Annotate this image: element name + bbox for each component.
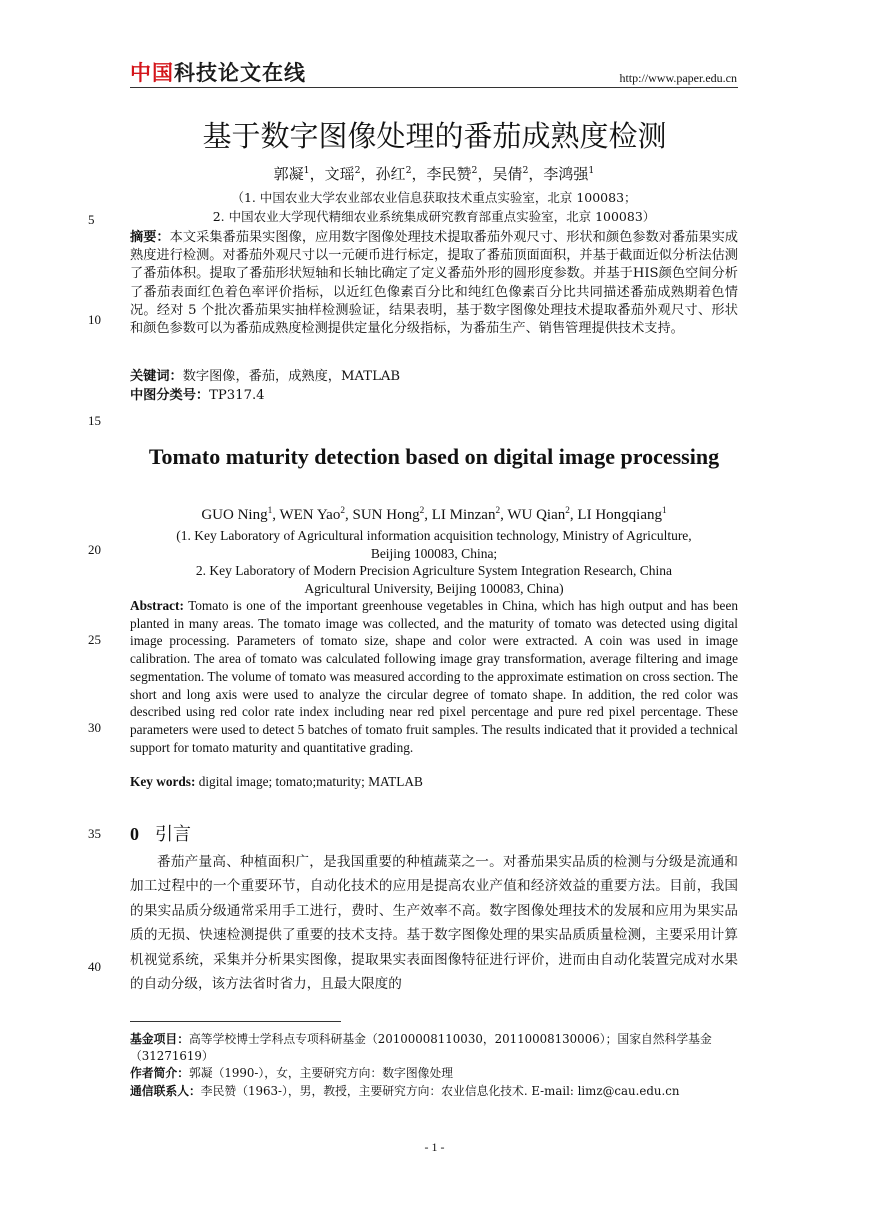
section-heading	[130, 822, 191, 847]
author-cn: 李民赞$^2$，	[426, 165, 493, 183]
abstract-cn	[130, 229, 738, 338]
header-rule	[130, 87, 738, 88]
author-cn: 李鸿强$^1$	[543, 165, 595, 183]
author-cn: 吴倩$^2$，	[492, 165, 544, 183]
footnote-corresponding: 通信联系人：李民赞（1963-），男，教授，主要研究方向：农业信息化技术. E-mail: limz@cau.edu.cn	[130, 1084, 680, 1098]
body-paragraph: 番茄产量高、种植面积广，是我国重要的种植蔬菜之一。对番茄果实品质的检测与分级是流通和加工过程中的一个重要环节，自动化技术的应用是提高农业产值和经济效益的重要方法。目前，我国的果实品质分级通常采用手工进行，费时、生产效率不高。数字图像处理技术的发展和应用为果实品质的无损、快速检测提供了重要的技术支持。基于数字图像处理的果实品质质量检测，主要采用计算机视觉系统，采集并分析果实图像，提取果实表面图像特征进行评价，进而由自动化装置完成对水果的自动分级，该方法省时省力，且最大限度的	[130, 854, 738, 993]
affiliations-en	[130, 527, 738, 597]
authors-en	[130, 505, 738, 525]
line-number-20: 20	[88, 542, 101, 557]
keywords-en	[130, 773, 738, 791]
affiliation-en-line: Agricultural University, Beijing 100083, China)	[304, 580, 564, 596]
abstract-en-text: Tomato is one of the important greenhouse vegetables in China, which has high output and has been planted in many areas. The tomato image was collected, and the maturity of tomato was detected using digital image processing. Parameters of tomato size, shape and color were extracted. A coin was used in image calibration. The area of tomato was calculated following image gray transformation, average filtering and image segmentation. The volume of tomato was measured according to the approximate estimation on cross section. The short and long axis were used to analyze the circular degree of tomato shape. In addition, the red color was described using red color rate index including near red pixel percentage and pure red pixel percentage. These parameters were used to detect 5 batches of tomato fruit samples. The results indicated that it provided a technical support for tomato maturity and quantitative grading.	[130, 598, 738, 755]
abstract-en-label: Abstract:	[130, 598, 184, 613]
keywords-en-label: Key words:	[130, 774, 196, 789]
line-number-10: 10	[88, 312, 101, 327]
page-number: - 1 -	[424, 1140, 445, 1154]
author-en: GUO Ning$^1$,	[201, 506, 280, 523]
line-number-40: 40	[88, 959, 101, 974]
footnote-funding: 基金项目：高等学校博士学科点专项科研基金（20100008110030，20110008130006）；国家自然科学基金（31271619）	[130, 1032, 712, 1063]
section-number: 0	[130, 824, 139, 844]
affiliation-en-line: Beijing 100083, China;	[370, 545, 498, 561]
keywords-cn-text: 数字图像，番茄，成熟度，MATLAB	[182, 369, 401, 384]
author-en: SUN Hong$^2$,	[352, 506, 432, 523]
affiliation-en-line: (1. Key Laboratory of Agricultural information acquisition technology, Ministry of Agriculture,	[176, 528, 692, 543]
logo-red-text: 中国	[130, 61, 174, 85]
journal-logo	[130, 60, 306, 86]
author-en: LI Hongqiang$^1$	[577, 506, 667, 523]
author-en: WU Qian$^2$,	[507, 506, 578, 523]
abstract-en	[130, 597, 738, 756]
classification-cn	[130, 387, 738, 405]
line-number-15: 15	[88, 413, 101, 428]
classification-cn-text: TP317.4	[209, 388, 265, 403]
abstract-cn-label: 摘要：	[130, 230, 170, 245]
author-en: WEN Yao$^2$,	[279, 506, 353, 523]
paper-title-cn: 基于数字图像处理的番茄成熟度检测	[202, 119, 667, 153]
classification-cn-label: 中图分类号：	[130, 388, 210, 403]
affiliation-en-line: 2. Key Laboratory of Modern Precision Agriculture System Integration Research, China	[195, 563, 673, 578]
keywords-cn-label: 关键词：	[130, 369, 183, 384]
keywords-en-text: digital image; tomato;maturity; MATLAB	[198, 774, 423, 789]
affiliation-cn-1: （1. 中国农业大学农业部农业信息获取技术重点实验室，北京 100083；	[231, 190, 637, 205]
line-number-5: 5	[88, 212, 95, 227]
author-cn: 文瑶$^2$，	[324, 165, 376, 183]
authors-cn	[130, 164, 738, 184]
abstract-cn-text: 本文采集番茄果实图像，应用数字图像处理技术提取番茄外观尺寸、形状和颜色参数对番茄果实成熟度进行检测。对番茄外观尺寸以一元硬币进行标定，提取了番茄顶面面积，并基于截面近似分析法估测了番茄体积。提取了番茄形状短轴和长轴比确定了定义番茄外形的圆形度参数。并基于HIS颜色空间分析了番茄表面红色着色率评价指标，以近红色像素百分比和纯红色像素百分比共同描述番茄成熟期着色情况。经对 5 个批次番茄果实抽样检测验证，结果表明，基于数字图像处理技术提取番茄外观尺寸、形状和颜色参数可以为番茄成熟度检测提供定量化分级指标，为番茄生产、销售管理提供技术支持。	[130, 230, 738, 337]
author-en: LI Minzan$^2$,	[431, 506, 508, 523]
line-number-35: 35	[88, 826, 101, 841]
keywords-cn	[130, 368, 738, 386]
line-number-30: 30	[88, 720, 101, 735]
affiliation-cn-2: 2. 中国农业大学现代精细农业系统集成研究教育部重点实验室，北京 100083）	[212, 209, 656, 224]
logo-dark-text: 科技论文在线	[174, 61, 306, 85]
line-number-25: 25	[88, 632, 101, 647]
footnote-author-bio: 作者简介：郭凝（1990-），女，主要研究方向：数字图像处理	[130, 1066, 454, 1080]
author-cn: 孙红$^2$，	[375, 165, 427, 183]
journal-url-link[interactable]: http://www.paper.edu.cn	[619, 71, 737, 85]
footnote-rule	[130, 1021, 341, 1022]
section-title: 引言	[155, 824, 191, 845]
paper-title-en: Tomato maturity detection based on digital image processing	[148, 444, 720, 469]
author-cn: 郭凝$^1$，	[273, 165, 325, 183]
